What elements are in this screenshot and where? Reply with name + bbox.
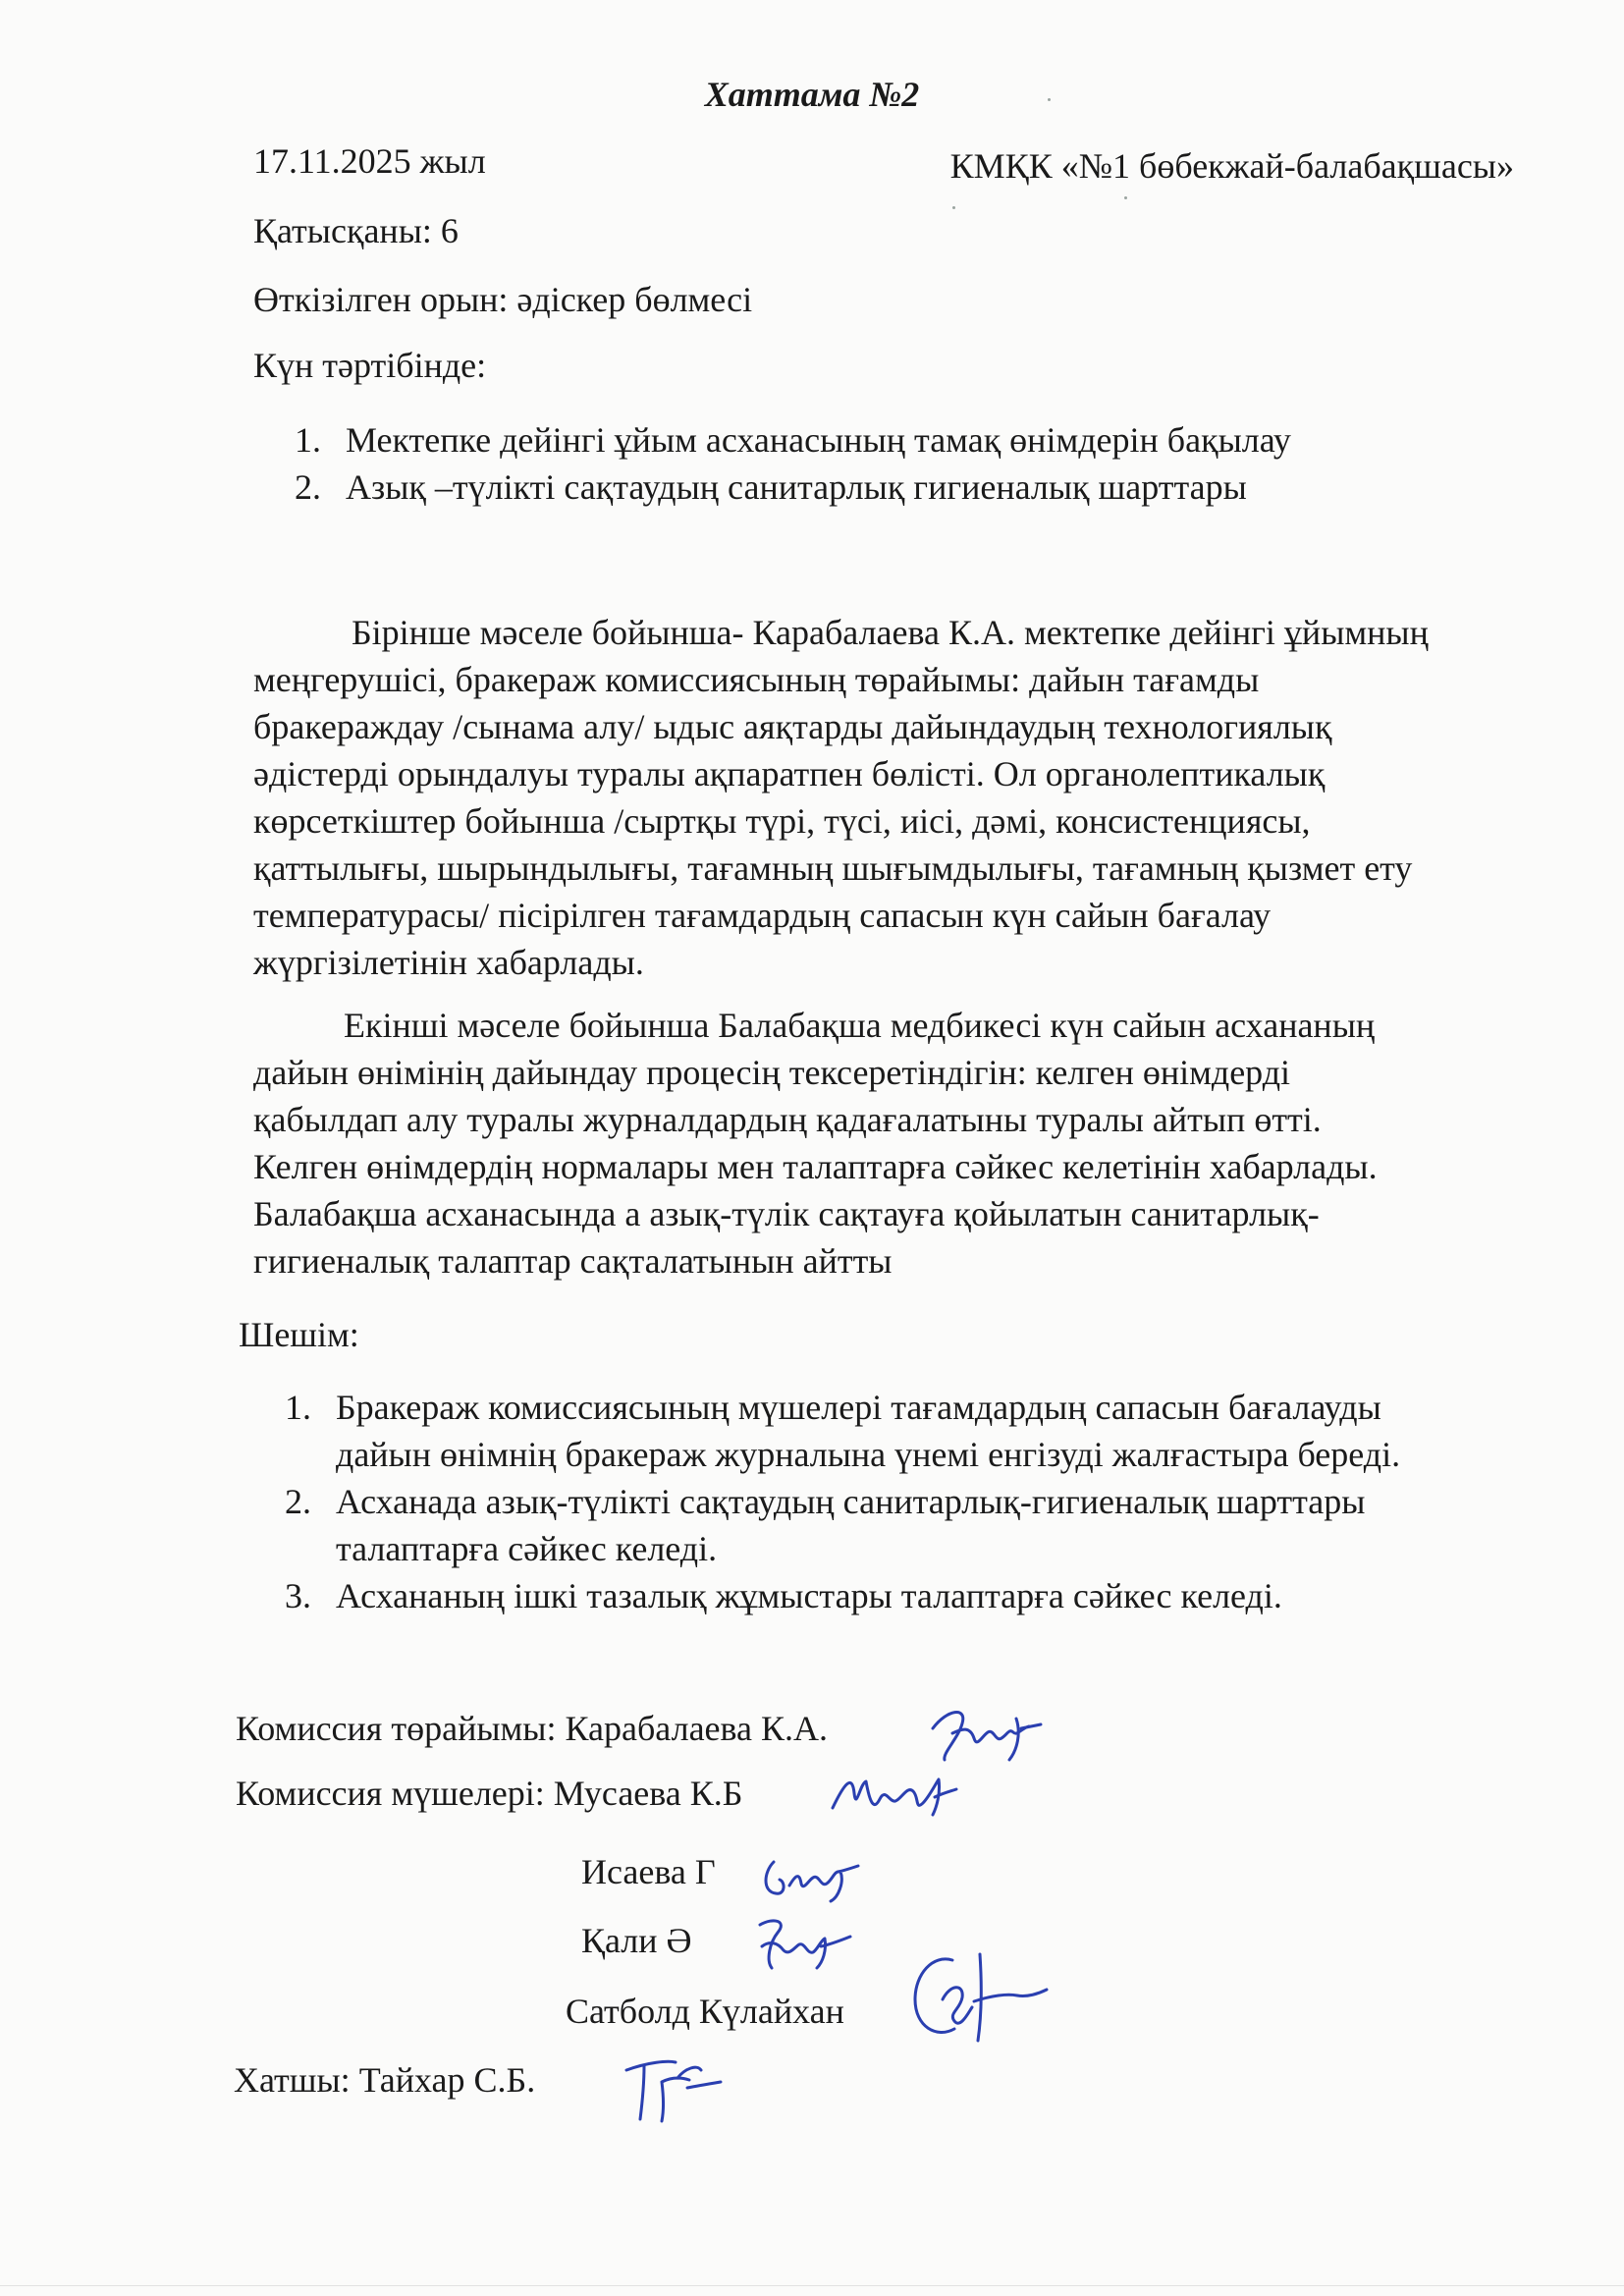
paragraph-line: Келген өнімдердің нормалары мен талаптарға сәйкес келетінін хабарлады. (253, 1147, 1378, 1186)
paragraph-line: температурасы/ пісірілген тағамдардың сапасын күн сайын бағалау (253, 896, 1272, 935)
decision-item-number: 1. (285, 1388, 311, 1427)
paragraph-line: Балабақша асханасында а азық-түлік сақтауға қойылатын санитарлық- (253, 1194, 1320, 1233)
member-name: Сатболд Күлайхан (566, 1992, 844, 2031)
signature-row-secretary (0, 2049, 1624, 2137)
scan-speck (1048, 98, 1051, 101)
member-signature-icon (825, 1764, 962, 1832)
paragraph-line: жүргізілетінін хабарлады. (253, 943, 644, 982)
secretary-signature-icon (619, 2049, 727, 2127)
document-title: Хаттама №2 (704, 75, 920, 114)
decision-item-text: Асханада азық-түлікті сақтаудың санитарлық-гигиеналық шарттары (336, 1482, 1366, 1521)
paragraph-line: Екінші мәселе бойынша Балабақша медбикесі күн сайын асхананың (344, 1006, 1376, 1045)
agenda-list (295, 418, 1291, 513)
agenda-item-text: Мектепке дейінгі ұйым асханасының тамақ өнімдерін бақылау (346, 420, 1291, 460)
members-label: Комиссия мүшелері: Мусаева К.Б (236, 1774, 743, 1813)
member-name: Исаева Г (581, 1852, 716, 1891)
paragraph-line: Бірінше мәселе бойынша- Карабалаева К.А. мектепке дейінгі ұйымның (352, 613, 1429, 652)
agenda-item (295, 418, 1291, 465)
decision-item-continuation: талаптарға сәйкес келеді. (336, 1529, 718, 1568)
paragraph-line: гигиеналық талаптар сақталатынын айтты (253, 1241, 893, 1281)
decision-item (285, 1573, 1400, 1620)
decision-item (285, 1479, 1400, 1526)
agenda-item (295, 465, 1291, 513)
member-signature-icon (748, 1911, 856, 1980)
chair-signature-icon (923, 1699, 1051, 1768)
paragraph-line: әдістерді орындалуы туралы ақпаратпен бөлісті. Ол органолептикалық (253, 754, 1326, 793)
agenda-heading: Күн тәртібінде: (253, 346, 487, 385)
chair-label: Комиссия төрайымы: Карабалаева К.А. (236, 1709, 829, 1748)
participants-count: Қатысқаны: 6 (253, 211, 459, 250)
document-date: 17.11.2025 жыл (253, 141, 486, 181)
paragraph-second-issue (253, 1002, 1510, 1285)
member-name: Қали Ә (581, 1921, 692, 1960)
decision-item-text: Асхананың ішкі тазалық жұмыстары талаптарға сәйкес келеді. (336, 1576, 1282, 1615)
paragraph-line: қабылдап алу туралы журналдардың қадағалатыны туралы айтып өтті. (253, 1100, 1322, 1139)
decision-item-number: 2. (285, 1482, 311, 1521)
decision-item-number: 3. (285, 1576, 311, 1615)
agenda-item-text: Азық –түлікті сақтаудың санитарлық гигиеналық шарттары (346, 467, 1247, 507)
paragraph-first-issue (253, 609, 1510, 986)
decision-item-text: Бракераж комиссиясының мүшелері тағамдардың сапасын бағалауды (336, 1388, 1381, 1427)
member-signature-icon (903, 1944, 1051, 2052)
paragraph-line: меңгерушісі, бракераж комиссиясының төрайымы: дайын тағамды (253, 660, 1260, 699)
scan-speck (1124, 196, 1127, 199)
decision-item (285, 1385, 1400, 1432)
organization-name: КМҚК «№1 бөбекжай-балабақшасы» (949, 146, 1514, 186)
decision-list (285, 1385, 1400, 1620)
decision-heading: Шешім: (239, 1315, 359, 1354)
secretary-label: Хатшы: Тайхар С.Б. (234, 2060, 536, 2100)
paragraph-line: дайын өнімінің дайындау процесің тексеретіндігін: келген өнімдерді (253, 1053, 1291, 1092)
agenda-item-number: 2. (295, 467, 321, 507)
decision-item-continuation: дайын өнімнің бракераж журналына үнемі енгізуді жалғастыра береді. (336, 1435, 1401, 1474)
member-signature-icon (756, 1842, 864, 1911)
paragraph-line: бракераждау /сынама алу/ ыдыс аяқтарды дайындаудың технологиялық (253, 707, 1332, 746)
paragraph-line: қаттылығы, шырындылығы, тағамның шығымдылығы, тағамның қызмет ету (253, 848, 1413, 888)
scan-edge-line (0, 2285, 1624, 2286)
venue: Өткізілген орын: әдіскер бөлмесі (253, 280, 753, 319)
signature-row-members (0, 1764, 1624, 1852)
scan-speck (952, 206, 955, 209)
paragraph-line: көрсеткіштер бойынша /сыртқы түрі, түсі, иісі, дәмі, консистенциясы, (253, 801, 1311, 841)
agenda-item-number: 1. (295, 420, 321, 460)
